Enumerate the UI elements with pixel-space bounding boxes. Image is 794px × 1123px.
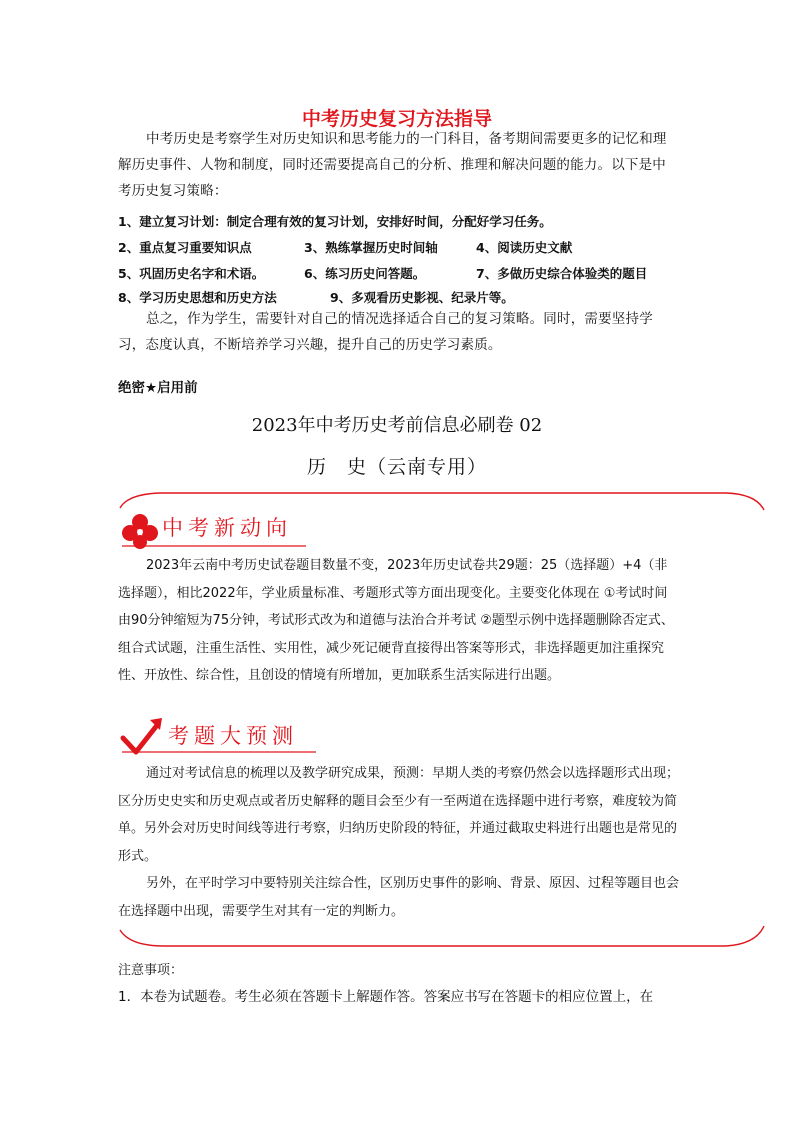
- new-trends-body: 2023年云南中考历史试卷题目数量不变，2023年历史试卷共29题：25（选择题）+4（非选择题），相比2022年，学业质量标准、考题形式等方面出现变化。主要变化体现在 ①考试时间由90分钟缩短为75分钟，考试形式改为和道德与法治合并考试 ②题型示例中选择题删除否定式、组合式试题，注重生活性、实用性，减少死记硬背直接得出答案等形式，非选择题更加注重探究性、开放性、综合性，且创设的情境有所增加，更加联系生活实际进行出题。: [118, 558, 674, 683]
- strategy-item: 2、重点复习重要知识点: [118, 240, 252, 255]
- frame-top-arc: [120, 493, 764, 510]
- strategy-item: 3、熟练掌握历史时间轴: [304, 240, 438, 255]
- strategy-item: 9、多观看历史影视、纪录片等。: [330, 290, 514, 305]
- strategy-item: 8、学习历史思想和历史方法: [118, 290, 277, 305]
- new-trends-title: 中考新动向: [162, 516, 292, 540]
- predictions-para-2: 另外，在平时学习中要特别关注综合性，区别历史事件的影响、背景、原因、过程等题目也会在选择题中出现，需要学生对其有一定的判断力。: [118, 876, 680, 919]
- strategy-item: 6、练习历史问答题。: [304, 266, 426, 281]
- exam-subject: 历 史（云南专用）: [306, 456, 487, 478]
- guide-conclusion: 总之，作为学生，需要针对自己的情况选择适合自己的复习策略。同时，需要坚持学习，态度认真，不断培养学习兴趣，提升自己的历史学习素质。: [118, 311, 653, 353]
- guide-title: 中考历史复习方法指导: [301, 108, 492, 130]
- note-item-1: 1．本卷为试题卷。考生必须在答题卡上解题作答。答案应书写在答题卡的相应位置上，在: [118, 989, 654, 1005]
- predictions-underline: [120, 746, 320, 756]
- strategy-item: 4、阅读历史文献: [476, 240, 573, 255]
- strategy-item: 5、巩固历史名字和术语。: [118, 266, 265, 281]
- secret-mark: 绝密★启用前: [118, 380, 198, 396]
- frame-bottom-arc: [120, 926, 764, 946]
- notes-label: 注意事项：: [118, 963, 184, 978]
- predictions-para-1: 通过对考试信息的梳理以及教学研究成果，预测：早期人类的考察仍然会以选择题形式出现；区分历史史实和历史观点或者历史解释的题目会至少有一至两道在选择题中进行考察，难度较为简单。另外会对历史时间线等进行考察，归纳历史阶段的特征，并通过截取史料进行出题也是常见的形式。: [118, 766, 680, 864]
- predictions-title: 考题大预测: [168, 724, 298, 748]
- exam-title: 2023年中考历史考前信息必刷卷 02: [251, 415, 543, 436]
- strategy-item: 7、多做历史综合体验类的题目: [476, 266, 648, 281]
- new-trends-underline: [120, 540, 310, 550]
- guide-intro: 中考历史是考察学生对历史知识和思考能力的一门科目，备考期间需要更多的记忆和理解历史事件、人物和制度，同时还需要提高自己的分析、推理和解决问题的能力。以下是中考历史复习策略：: [118, 131, 667, 199]
- strategy-item: 1、建立复习计划：制定合理有效的复习计划，安排好时间，分配好学习任务。: [118, 214, 552, 229]
